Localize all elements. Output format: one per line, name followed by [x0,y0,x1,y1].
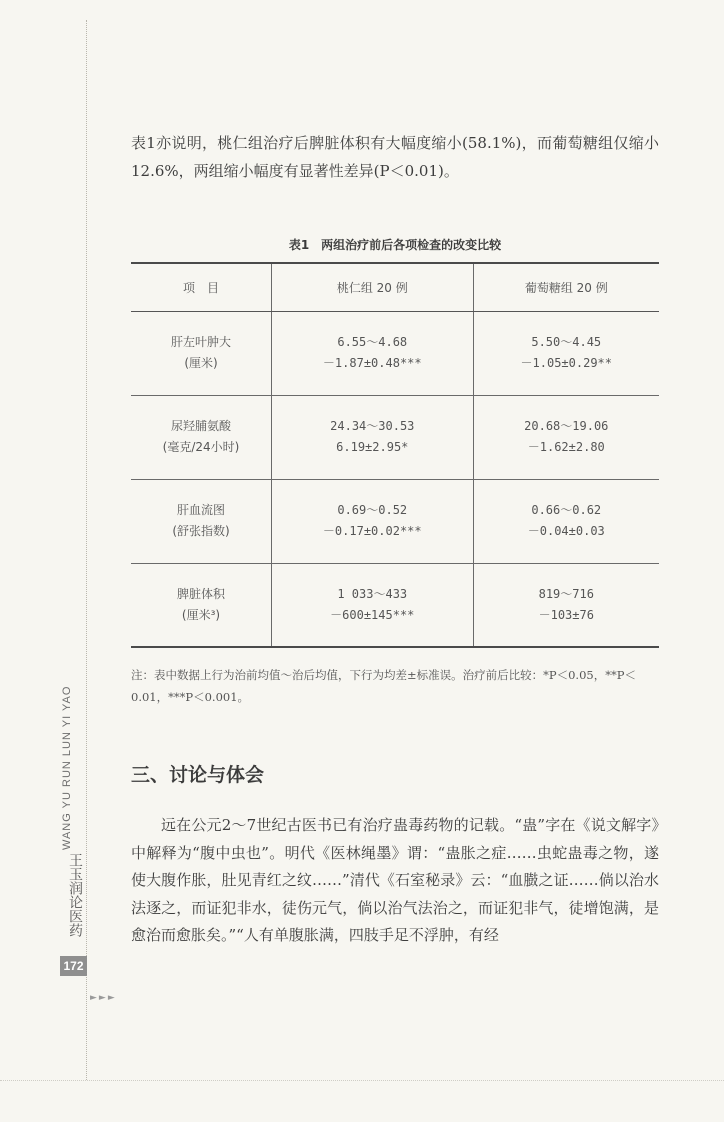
table-row [131,563,659,647]
table-row [131,395,659,479]
difference-value: －0.17±0.02*** [322,524,422,538]
table-note: 注：表中数据上行为治前均值～治后均值，下行为均差±标准误。治疗前后比较：*P＜0.05，**P＜0.01，***P＜0.001。 [131,668,636,704]
taoren-cell [272,479,474,563]
item-name: 尿羟脯氨酸 [170,419,231,433]
margin-dotted-rule [86,20,87,1080]
section-heading: 三、讨论与体会 [131,764,265,786]
table-row [131,479,659,563]
row-item-cell [131,311,272,395]
difference-value: －1.05±0.29** [520,356,613,370]
before-after-value: 6.55～4.68 [337,335,408,349]
before-after-value: 0.69～0.52 [337,503,408,517]
item-unit: (舒张指数) [172,524,230,538]
difference-value: －1.62±2.80 [527,440,605,454]
glucose-cell [473,311,659,395]
before-after-value: 24.34～30.53 [330,419,415,433]
before-after-value: 819～716 [538,586,594,601]
difference-value: －0.04±0.03 [527,524,605,538]
discussion-paragraph: 远在公元2～7世纪古医书已有治疗蛊毒药物的记载。“蛊”字在《说文解字》中解释为“腹中虫也”。明代《医林绳墨》谓：“蛊胀之症……虫蛇蛊毒之物，遂使大腹作胀，肚见青红之纹……”清代《石室秘录》云：“血臌之证……倘以治水法逐之，而证犯非水，徒伤元气，倘以治气法治之，而证犯非气，徒增饱满，是愈治而愈胀矣。”“人有单腹胀满，四肢手足不浮肿，有经 [131,816,659,944]
taoren-cell [272,395,474,479]
row-item-cell [131,479,272,563]
row-item-cell [131,563,272,647]
before-after-value: 1 033～433 [337,586,408,601]
before-after-value: 20.68～19.06 [524,419,609,433]
book-title-pinyin: WANG YU RUN LUN YI YAO [61,685,73,850]
difference-value: －600±145*** [330,607,415,622]
glucose-cell [473,479,659,563]
book-title-chinese: 王玉润论医药 [67,853,83,937]
taoren-cell [272,311,474,395]
difference-value: －103±76 [538,607,594,622]
glucose-cell [473,563,659,647]
taoren-cell [272,563,474,647]
item-name: 脾脏体积 [176,586,225,601]
comparison-table [131,262,659,648]
item-unit: (厘米) [184,356,218,370]
header-taoren-group: 桃仁组 20 例 [272,263,474,311]
table-row [131,311,659,395]
glucose-cell [473,395,659,479]
item-name: 肝血流图 [176,503,225,517]
item-unit: (厘米³) [181,607,221,622]
before-after-value: 0.66～0.62 [531,503,602,517]
header-glucose-group: 葡萄糖组 20 例 [473,263,659,311]
difference-value: 6.19±2.95* [336,440,409,454]
bottom-dotted-rule [0,1080,724,1081]
item-unit: (毫克/24小时) [162,440,240,454]
difference-value: －1.87±0.48*** [322,356,422,370]
table-header-row [131,263,659,311]
table-caption: 表1 两组治疗前后各项检查的改变比较 [288,238,502,252]
row-item-cell [131,395,272,479]
intro-paragraph: 表1亦说明，桃仁组治疗后脾脏体积有大幅度缩小(58.1%)，而葡萄糖组仅缩小12.6%，两组缩小幅度有显著性差异(P＜0.01)。 [131,134,659,180]
before-after-value: 5.50～4.45 [531,335,602,349]
header-item: 项 目 [131,263,272,311]
item-name: 肝左叶肿大 [170,335,231,349]
page-number: 172 [60,956,87,976]
page-arrows-icon: ►►► [90,993,117,1003]
